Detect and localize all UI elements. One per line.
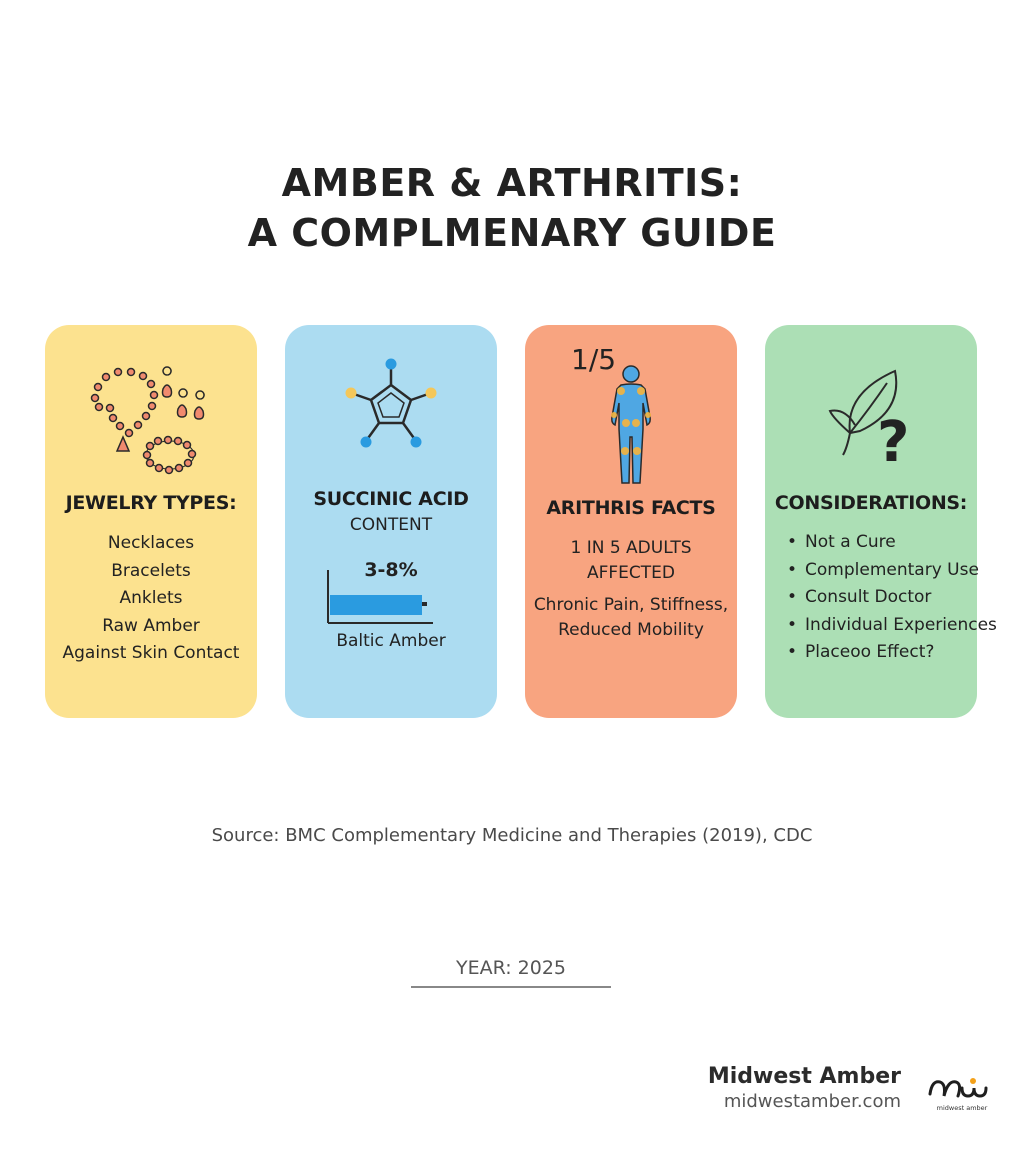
succinic-bar-label: Baltic Amber — [336, 631, 446, 651]
year-label: YEAR: 2025 — [455, 957, 567, 979]
jewelry-list — [45, 530, 257, 668]
brand-url: midwestamber.com — [723, 1091, 901, 1112]
jewelry-card-title: JEWELRY TYPES: — [65, 492, 237, 514]
brand-name: Midwest Amber — [707, 1064, 901, 1089]
facts-card-title: ARITHRIS FACTS — [546, 497, 716, 519]
considerations-list — [787, 529, 997, 667]
facts-symptoms-line-1: Chronic Pain, Stiffness, — [533, 595, 729, 615]
fraction-label: 1/5 — [571, 343, 617, 376]
list-item: Bracelets — [111, 560, 191, 581]
succinic-acid-card — [285, 325, 497, 718]
facts-stat-line-1: 1 IN 5 ADULTS — [570, 538, 692, 558]
logo-text: midwest amber — [936, 1104, 988, 1112]
list-item: • Placeoo Effect? — [787, 639, 997, 667]
jewelry-card — [45, 325, 257, 718]
list-item: • Complementary Use — [787, 557, 997, 585]
leaf-question-icon — [825, 363, 925, 467]
svg-text:?: ? — [877, 410, 910, 467]
year-underline — [411, 986, 611, 988]
page-title — [0, 158, 1024, 258]
succinic-card-subtitle: CONTENT — [349, 515, 433, 535]
list-item: Anklets — [119, 588, 183, 608]
facts-stat-line-2: AFFECTED — [586, 563, 675, 583]
title-line-1: AMBER & ARTHRITIS: — [281, 161, 743, 205]
title-line-2: A COMPLMENARY GUIDE — [247, 211, 777, 255]
list-item: • Individual Experiences — [787, 612, 997, 640]
considerations-card-title: CONSIDERATIONS: — [774, 492, 968, 514]
considerations-card — [765, 325, 997, 718]
list-item: Raw Amber — [102, 615, 200, 636]
arthritis-facts-card — [525, 325, 737, 718]
list-item: Against Skin Contact — [62, 643, 240, 663]
human-body-icon — [601, 365, 661, 487]
succinic-card-title: SUCCINIC ACID — [313, 488, 469, 510]
list-item: • Not a Cure — [787, 529, 997, 557]
list-item: Necklaces — [107, 533, 195, 553]
facts-symptoms-line-2: Reduced Mobility — [558, 620, 704, 640]
succinic-range-label: 3-8% — [364, 559, 418, 581]
molecule-icon — [341, 355, 441, 451]
jewelry-icon — [90, 363, 210, 481]
list-item: • Consult Doctor — [787, 584, 997, 612]
succinic-bar-chart — [325, 568, 435, 628]
source-citation: Source: BMC Complementary Medicine and Therapies (2019), CDC — [211, 825, 813, 846]
brand-logo — [926, 1068, 998, 1114]
brand-block — [708, 1064, 901, 1112]
